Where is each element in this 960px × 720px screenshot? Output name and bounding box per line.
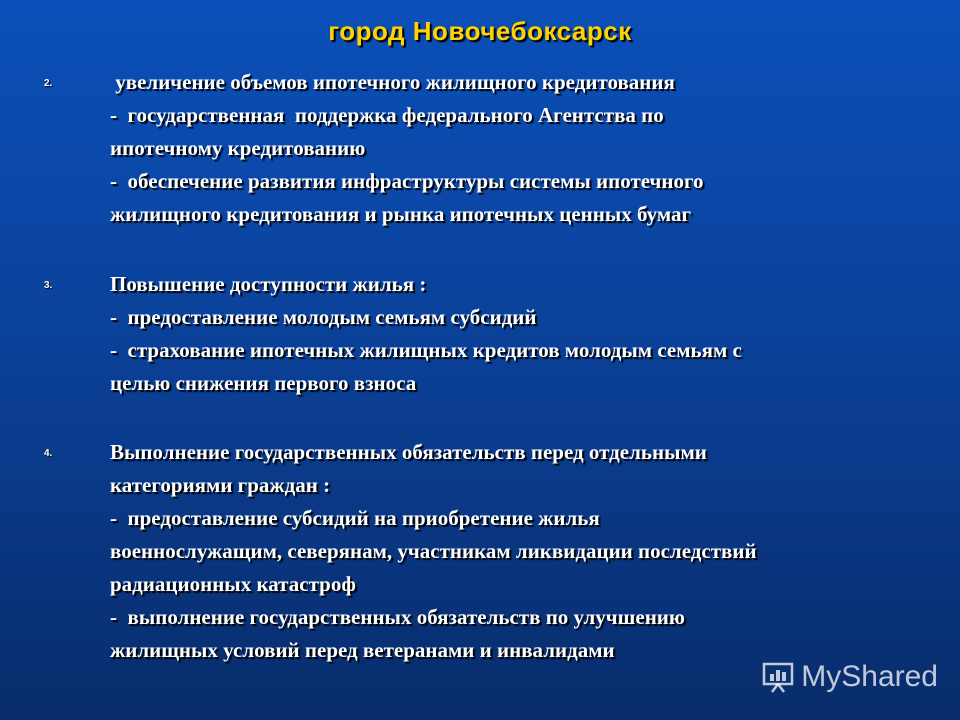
text-line: категориями граждан :: [110, 473, 331, 497]
list-item-text: [110, 436, 940, 667]
text-line: жилищных условий перед ветеранами и инвалидами: [110, 638, 615, 662]
text-line: целью снижения первого взноса: [110, 371, 417, 395]
list-item-number: 3.: [44, 280, 53, 291]
list-item-text: [110, 66, 940, 231]
text-line: увеличение объемов ипотечного жилищного кредитования: [110, 70, 675, 94]
text-line: - государственная поддержка федерального Агентства по: [110, 103, 664, 127]
text-line: - предоставление субсидий на приобретение жилья: [110, 506, 600, 530]
text-line: - выполнение государственных обязательств по улучшению: [110, 605, 685, 629]
list-item-number: 2.: [44, 78, 53, 89]
text-line: Выполнение государственных обязательств перед отдельными: [110, 440, 707, 464]
text-line: радиационных катастроф: [110, 572, 356, 596]
text-line: - обеспечение развития инфраструктуры системы ипотечного: [110, 169, 704, 193]
text-line: Повышение доступности жилья :: [110, 272, 427, 296]
list-item-text: [110, 268, 940, 400]
text-line: - страхование ипотечных жилищных кредитов молодым семьям с: [110, 338, 742, 362]
presentation-board-icon: [761, 660, 795, 694]
list-item-number: 4.: [44, 448, 53, 459]
watermark-text: MyShared: [801, 660, 938, 693]
slide-title: город Новочебоксарск: [328, 16, 632, 46]
text-line: - предоставление молодым семьям субсидий: [110, 305, 537, 329]
text-line: ипотечному кредитованию: [110, 136, 366, 160]
text-line: военнослужащим, северянам, участникам ликвидации последствий: [110, 539, 757, 563]
text-line: жилищного кредитования и рынка ипотечных ценных бумаг: [110, 202, 692, 226]
watermark-logo: [761, 660, 938, 694]
